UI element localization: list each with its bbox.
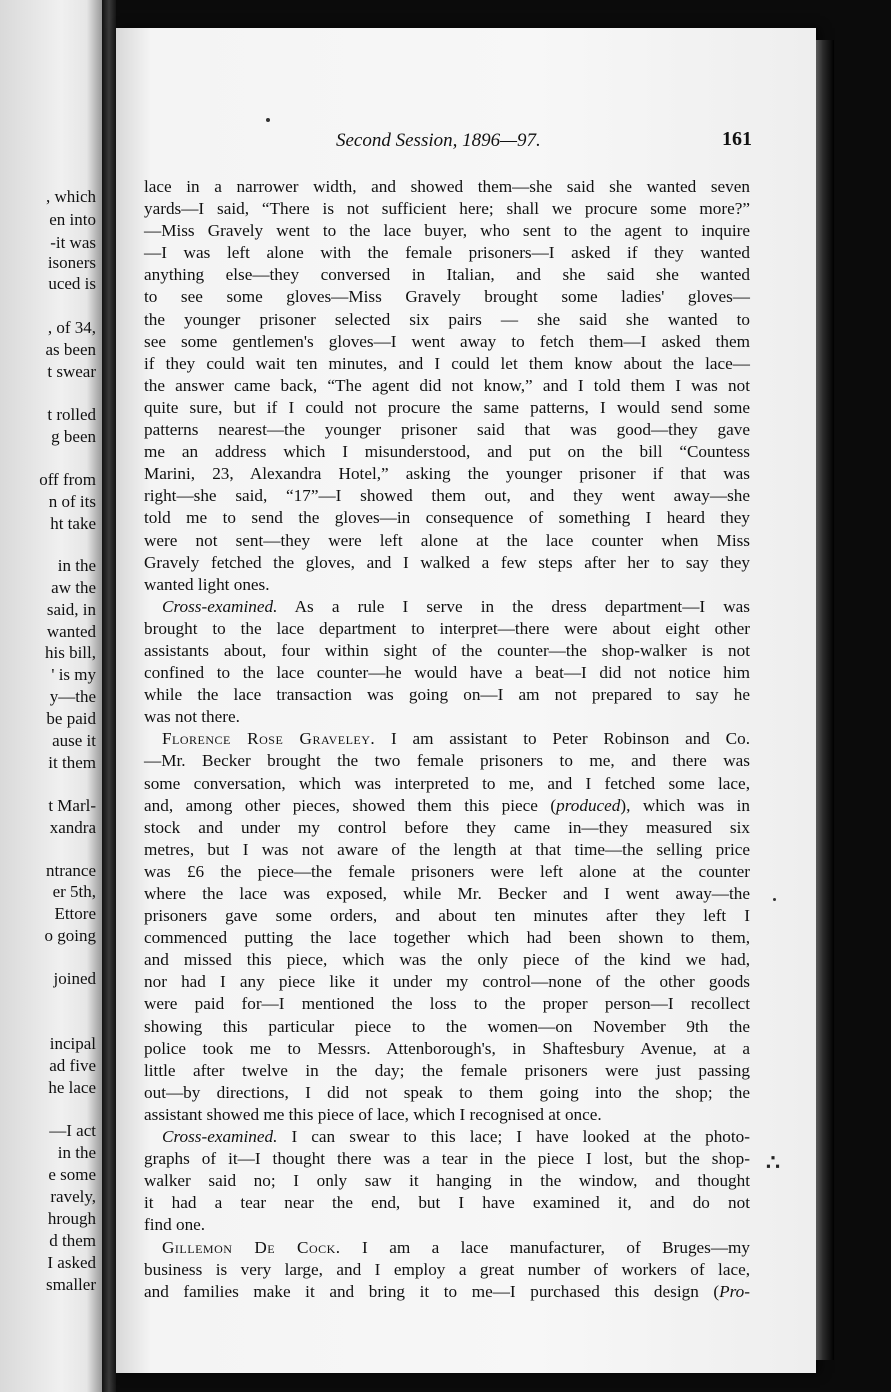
left-page-fragment: uced is	[48, 274, 96, 293]
left-page-fragment: he lace	[48, 1078, 96, 1097]
text-line	[144, 728, 750, 750]
left-page-fragment: -it was	[50, 233, 96, 252]
text-line: wanted light ones.	[144, 574, 270, 594]
text-line: walker said no; I only saw it hanging in the window, and thought	[144, 1171, 750, 1191]
left-page-fragment: t Marl-	[48, 796, 96, 815]
text-line: little after twelve in the day; the female prisoners were just passing	[144, 1060, 750, 1080]
left-page-fragment: Ettore	[54, 904, 96, 923]
left-page-fragment: aw the	[51, 578, 96, 597]
left-page-fragment: in the	[57, 556, 96, 575]
text-line: graphs of it—I thought there was a tear in the piece I lost, but the shop-	[144, 1149, 750, 1169]
text-line: brought to the lace department to interpret—there were about eight other	[144, 618, 750, 638]
text-line: see some gentlemen's gloves—I went away to fetch them—I asked them	[144, 331, 750, 351]
left-page-fragment: wanted	[46, 622, 96, 641]
text-line	[144, 1126, 750, 1148]
text-line: right—she said, “17”—I showed them out, and they went away—she	[144, 486, 750, 506]
text-line: commenced putting the lace together which had been shown to them,	[144, 928, 750, 948]
text-line: was £6 the piece—the female prisoners were left alone at the counter	[144, 861, 750, 881]
left-page-fragment: t swear	[47, 362, 96, 381]
text-line: lace in a narrower width, and showed them—she said she wanted seven	[144, 177, 750, 196]
text-line: was not there.	[144, 707, 240, 727]
left-page-fragment: e some	[48, 1165, 96, 1184]
text-line: some conversation, which was interpreted to me, and I fetched some lace,	[144, 773, 750, 793]
text-line: told me to send the gloves—in consequence of something I heard they	[144, 508, 750, 528]
text-line: prisoners gave some orders, and about ten minutes after they left I	[144, 906, 750, 926]
left-page-fragment: , which	[45, 187, 96, 206]
left-page-fragment: joined	[53, 969, 96, 988]
text-span: I am a lace manufacturer, of Bruges—my	[340, 1237, 751, 1257]
text-span: I am assistant to Peter Robinson and Co.	[375, 729, 750, 749]
text-line: me an address which I misunderstood, and put on the bill “Countess	[144, 442, 750, 462]
left-page-fragment: ht take	[50, 514, 96, 533]
left-page-fragment: off from	[39, 470, 96, 489]
text-line: Marini, 23, Alexandra Hotel,” asking the younger prisoner if that was	[144, 464, 750, 484]
text-line: the answer came back, “The agent did not know,” and I told them I was not	[144, 375, 750, 395]
text-span: and, among other pieces, showed them this piece (	[144, 795, 557, 815]
left-page-fragment: ad five	[49, 1056, 96, 1075]
left-page-fragment: d them	[49, 1231, 96, 1250]
text-line	[144, 795, 750, 817]
running-title: Second Session, 1896—97.	[336, 130, 541, 151]
left-page-fragment: isoners	[47, 253, 96, 272]
text-line: quite sure, but if I could not procure the same patterns, I would send some	[144, 397, 750, 417]
left-page-fragment: his bill,	[44, 643, 96, 662]
left-page-fragment: ravely,	[50, 1187, 96, 1206]
left-page-fragment: ause it	[52, 731, 96, 750]
left-page-fragment: incipal	[49, 1034, 96, 1053]
left-page-fragment: be paid	[46, 709, 96, 728]
cross-examined-label: Cross-examined.	[162, 596, 278, 616]
page-stack-edge	[816, 40, 834, 1360]
produced-label: produced	[556, 795, 621, 815]
text-line: business is very large, and I employ a great number of workers of lace,	[144, 1259, 750, 1279]
left-page-fragment: en into	[49, 210, 96, 229]
text-line: it had a tear near the end, but I have examined it, and do not	[144, 1193, 750, 1213]
left-page-fragment: o going	[44, 926, 96, 945]
text-line: out—by directions, I did not speak to them going into the shop; the	[144, 1082, 750, 1102]
text-line: while the lace transaction was going on—I am not prepared to say he	[144, 685, 750, 705]
witness-name: Florence Rose Graveley.	[162, 729, 376, 749]
text-line: —I was left alone with the female prisoners—I asked if they wanted	[144, 243, 750, 263]
left-page-fragment: xandra	[49, 818, 96, 837]
left-page-fragment: I asked	[47, 1253, 96, 1272]
left-page-fragment: said, in	[46, 600, 96, 619]
left-page-fragment: y—the	[49, 687, 96, 706]
text-line: —Miss Gravely went to the lace buyer, who sent to the agent to inquire	[144, 221, 750, 241]
page-number: 161	[722, 128, 752, 150]
ink-speck	[773, 898, 776, 901]
left-page-fragment: , of 34,	[47, 318, 96, 337]
text-line: Gravely fetched the gloves, and I walked a few steps after her to say they	[144, 552, 750, 572]
left-page-fragment: ' is my	[51, 665, 96, 684]
text-span: As a rule I serve in the dress department—I was	[277, 596, 750, 616]
margin-mark: ∴	[766, 1150, 780, 1175]
text-line: showing this particular piece to the women—on November 9th the	[144, 1016, 750, 1036]
book-gutter	[102, 0, 116, 1392]
text-line: assistants about, four within sight of the counter—the shop-walker is not	[144, 640, 750, 660]
text-line: police took me to Messrs. Attenborough's, in Shaftesbury Avenue, at a	[144, 1038, 750, 1058]
text-span: ), which was in	[620, 795, 751, 815]
text-line: to see some gloves—Miss Gravely brought some ladies' gloves—	[144, 287, 750, 307]
text-line: confined to the lace counter—he would have a beat—I did not notice him	[144, 663, 750, 683]
witness-name: Gillemon De Cock.	[162, 1237, 341, 1257]
produced-label: Pro-	[719, 1281, 750, 1301]
left-page-fragment: it them	[48, 753, 96, 772]
text-line: anything else—they conversed in Italian, and she said she wanted	[144, 265, 750, 285]
left-page-fragment: —I act	[49, 1121, 96, 1140]
left-page-fragment: er 5th,	[52, 882, 96, 901]
text-line: were not sent—they were left alone at the lace counter when Miss	[144, 530, 750, 550]
text-line: stock and under my control before they came in—they measured six	[144, 817, 750, 837]
left-page-fragment: n of its	[48, 492, 96, 511]
left-page-fragment: t rolled	[47, 405, 96, 424]
ink-speck	[266, 118, 270, 122]
text-line: find one.	[144, 1215, 206, 1235]
left-page-fragment: in the	[57, 1143, 96, 1162]
text-line: if they could wait ten minutes, and I could let them know about the lace—	[144, 353, 750, 373]
text-line	[144, 596, 750, 618]
text-line: metres, but I was not aware of the length at that time—the selling price	[144, 839, 750, 859]
text-line: were paid for—I mentioned the loss to the proper person—I recollect	[144, 994, 750, 1014]
left-page-fragment: hrough	[47, 1209, 96, 1228]
text-line: nor had I any piece like it under my control—none of the other goods	[144, 972, 750, 992]
text-span: I can swear to this lace; I have looked at the photo-	[277, 1127, 750, 1147]
running-header	[116, 128, 816, 158]
text-line: patterns nearest—the younger prisoner said that was good—they gave	[144, 420, 750, 440]
text-line: assistant showed me this piece of lace, which I recognised at once.	[144, 1104, 602, 1124]
text-line: where the lace was exposed, while Mr. Becker and I went away—the	[144, 884, 750, 903]
text-span: and families make it and bring it to me—I purchased this design (	[144, 1281, 720, 1301]
left-page-fragment: smaller	[45, 1275, 96, 1294]
text-line	[144, 1281, 750, 1303]
page-body	[144, 176, 750, 1303]
left-page-edge	[0, 0, 102, 1392]
text-line: and missed this piece, which was the only piece of the kind we had,	[144, 950, 750, 970]
text-line: the younger prisoner selected six pairs — she said she wanted to	[144, 309, 750, 329]
text-line: —Mr. Becker brought the two female prisoners to me, and there was	[144, 751, 750, 771]
text-line: yards—I said, “There is not sufficient here; shall we procure some more?”	[144, 199, 750, 219]
text-line	[144, 1237, 750, 1259]
left-page-fragment: ntrance	[45, 861, 96, 880]
cross-examined-label: Cross-examined.	[162, 1127, 278, 1147]
left-page-fragment: g been	[51, 427, 96, 446]
left-page-fragment: as been	[45, 340, 96, 359]
